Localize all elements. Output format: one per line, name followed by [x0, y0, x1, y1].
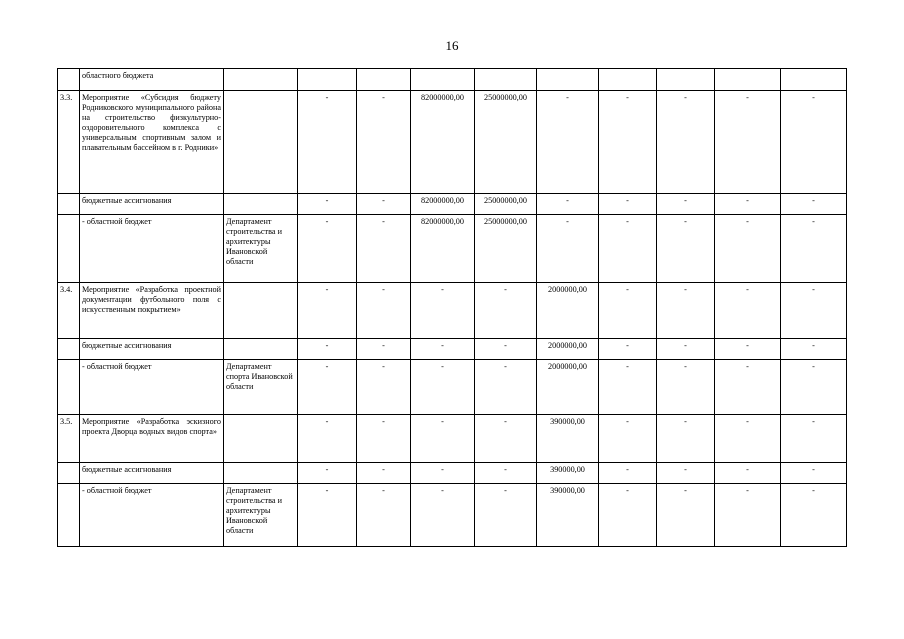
amount-cell: - — [715, 415, 781, 463]
amount-cell: - — [411, 360, 475, 415]
amount-cell: - — [657, 215, 715, 283]
row-number-cell: 3.3. — [58, 91, 80, 194]
amount-cell: - — [298, 339, 357, 360]
amount-cell: 25000000,00 — [475, 215, 537, 283]
amount-cell: - — [715, 484, 781, 547]
amount-cell: - — [298, 463, 357, 484]
amount-cell — [298, 69, 357, 91]
amount-cell: - — [357, 283, 411, 339]
amount-cell: - — [599, 415, 657, 463]
amount-cell: - — [657, 415, 715, 463]
amount-cell: - — [781, 463, 847, 484]
amount-cell — [475, 69, 537, 91]
amount-cell: - — [657, 360, 715, 415]
description-cell: - областной бюджет — [80, 360, 224, 415]
amount-cell: - — [657, 463, 715, 484]
amount-cell: - — [475, 463, 537, 484]
amount-cell: 390000,00 — [537, 415, 599, 463]
amount-cell: - — [715, 339, 781, 360]
amount-cell — [781, 69, 847, 91]
amount-cell: - — [411, 283, 475, 339]
amount-cell: - — [781, 339, 847, 360]
responsible-cell: Департамент строительства и архитектуры Ивановской области — [224, 215, 298, 283]
amount-cell: - — [537, 91, 599, 194]
amount-cell: - — [657, 283, 715, 339]
amount-cell: - — [657, 194, 715, 215]
row-number-cell — [58, 484, 80, 547]
description-cell: - областной бюджет — [80, 215, 224, 283]
table-row — [58, 91, 847, 194]
amount-cell: - — [781, 91, 847, 194]
amount-cell: - — [599, 91, 657, 194]
amount-cell: - — [475, 339, 537, 360]
row-number-cell — [58, 215, 80, 283]
amount-cell: - — [599, 283, 657, 339]
amount-cell: 2000000,00 — [537, 360, 599, 415]
amount-cell: 390000,00 — [537, 463, 599, 484]
amount-cell — [537, 69, 599, 91]
amount-cell: 82000000,00 — [411, 194, 475, 215]
amount-cell: - — [475, 415, 537, 463]
responsible-cell — [224, 283, 298, 339]
table-row — [58, 360, 847, 415]
description-cell: Мероприятие «Субсидия бюджету Родниковского муниципального района на строительство физкультурно-оздоровительного комплекса с универсальным спортивным залом и плавательным бассейном в г. Родники» — [80, 91, 224, 194]
amount-cell: - — [475, 484, 537, 547]
description-cell: областного бюджета — [80, 69, 224, 91]
row-number-cell — [58, 360, 80, 415]
amount-cell: - — [411, 484, 475, 547]
amount-cell: - — [298, 215, 357, 283]
responsible-cell — [224, 415, 298, 463]
amount-cell: - — [475, 283, 537, 339]
table-row — [58, 215, 847, 283]
amount-cell: - — [298, 194, 357, 215]
description-cell: Мероприятие «Разработка проектной документации футбольного поля с искусственным покрытием» — [80, 283, 224, 339]
amount-cell: - — [599, 360, 657, 415]
amount-cell: - — [357, 215, 411, 283]
amount-cell: - — [657, 339, 715, 360]
amount-cell: - — [781, 415, 847, 463]
amount-cell: - — [357, 339, 411, 360]
page-number: 16 — [445, 38, 459, 53]
table-row — [58, 339, 847, 360]
amount-cell: 25000000,00 — [475, 91, 537, 194]
responsible-cell: Департамент спорта Ивановской области — [224, 360, 298, 415]
table-row — [58, 283, 847, 339]
amount-cell: - — [715, 463, 781, 484]
amount-cell: - — [599, 215, 657, 283]
budget-table — [57, 68, 847, 547]
amount-cell — [357, 69, 411, 91]
table-row — [58, 194, 847, 215]
responsible-cell — [224, 339, 298, 360]
amount-cell: - — [357, 415, 411, 463]
description-cell: - областной бюджет — [80, 484, 224, 547]
amount-cell: - — [599, 484, 657, 547]
table-row — [58, 69, 847, 91]
amount-cell: - — [357, 360, 411, 415]
row-number-cell — [58, 69, 80, 91]
amount-cell: - — [657, 484, 715, 547]
description-cell: бюджетные ассигнования — [80, 194, 224, 215]
amount-cell: - — [599, 194, 657, 215]
amount-cell: - — [298, 91, 357, 194]
table-body — [58, 69, 847, 547]
row-number-cell — [58, 463, 80, 484]
amount-cell: - — [298, 484, 357, 547]
amount-cell: - — [298, 415, 357, 463]
amount-cell: - — [411, 415, 475, 463]
amount-cell: 390000,00 — [537, 484, 599, 547]
description-cell: бюджетные ассигнования — [80, 339, 224, 360]
amount-cell: - — [357, 484, 411, 547]
amount-cell: - — [599, 463, 657, 484]
amount-cell: - — [715, 360, 781, 415]
table-row — [58, 463, 847, 484]
amount-cell: - — [357, 91, 411, 194]
amount-cell: - — [781, 484, 847, 547]
amount-cell: - — [298, 360, 357, 415]
row-number-cell: 3.4. — [58, 283, 80, 339]
amount-cell: - — [715, 215, 781, 283]
amount-cell: - — [715, 194, 781, 215]
amount-cell: - — [537, 194, 599, 215]
amount-cell: - — [298, 283, 357, 339]
amount-cell: - — [715, 91, 781, 194]
row-number-cell — [58, 339, 80, 360]
responsible-cell: Департамент строительства и архитектуры Ивановской области — [224, 484, 298, 547]
amount-cell — [599, 69, 657, 91]
amount-cell: - — [599, 339, 657, 360]
table-row — [58, 484, 847, 547]
amount-cell: 82000000,00 — [411, 91, 475, 194]
responsible-cell — [224, 194, 298, 215]
amount-cell — [715, 69, 781, 91]
amount-cell: - — [411, 463, 475, 484]
amount-cell: 25000000,00 — [475, 194, 537, 215]
amount-cell: - — [411, 339, 475, 360]
description-cell: бюджетные ассигнования — [80, 463, 224, 484]
responsible-cell — [224, 91, 298, 194]
amount-cell: - — [657, 91, 715, 194]
amount-cell: - — [537, 215, 599, 283]
amount-cell: - — [781, 360, 847, 415]
amount-cell: - — [357, 463, 411, 484]
amount-cell: 2000000,00 — [537, 283, 599, 339]
amount-cell: - — [781, 194, 847, 215]
amount-cell: - — [357, 194, 411, 215]
responsible-cell — [224, 69, 298, 91]
amount-cell: - — [781, 283, 847, 339]
amount-cell: - — [715, 283, 781, 339]
amount-cell — [657, 69, 715, 91]
table-row — [58, 415, 847, 463]
description-cell: Мероприятие «Разработка эскизного проекта Дворца водных видов спорта» — [80, 415, 224, 463]
amount-cell — [411, 69, 475, 91]
row-number-cell — [58, 194, 80, 215]
amount-cell: 82000000,00 — [411, 215, 475, 283]
amount-cell: 2000000,00 — [537, 339, 599, 360]
amount-cell: - — [475, 360, 537, 415]
amount-cell: - — [781, 215, 847, 283]
responsible-cell — [224, 463, 298, 484]
row-number-cell: 3.5. — [58, 415, 80, 463]
